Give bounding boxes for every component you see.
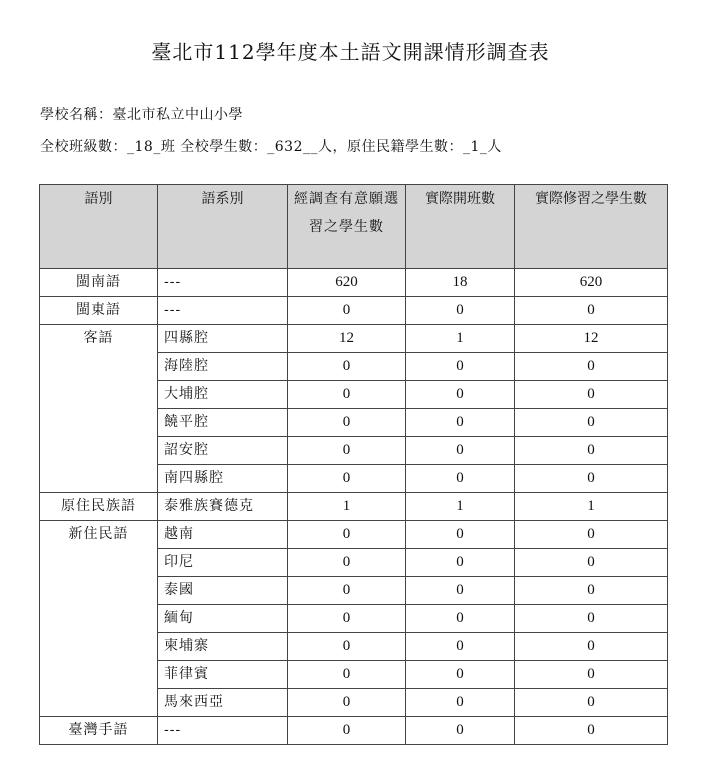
course-survey-table [39, 184, 668, 745]
cell-enrolled: 0 [515, 521, 668, 549]
cell-classes: 1 [406, 325, 515, 353]
table-row [40, 521, 668, 549]
cell-surveyed: 0 [288, 353, 406, 381]
cell-surveyed: 0 [288, 465, 406, 493]
cell-classes: 0 [406, 437, 515, 465]
cell-classes: 0 [406, 353, 515, 381]
cell-classes: 1 [406, 493, 515, 521]
cell-dialect: 海陸腔 [158, 353, 288, 381]
cell-dialect: 大埔腔 [158, 381, 288, 409]
header-language: 語別 [40, 185, 158, 269]
table-row [40, 297, 668, 325]
cell-enrolled: 0 [515, 381, 668, 409]
cell-language: 客語 [40, 325, 158, 493]
cell-classes: 0 [406, 633, 515, 661]
cell-dialect: 詔安腔 [158, 437, 288, 465]
cell-surveyed: 0 [288, 549, 406, 577]
header-enrolled: 實際修習之學生數 [515, 185, 668, 269]
header-surveyed: 經調查有意願選習之學生數 [288, 185, 406, 269]
cell-classes: 0 [406, 605, 515, 633]
cell-surveyed: 0 [288, 437, 406, 465]
school-stats-line: 全校班級數：_18_班 全校學生數：_632__人，原住民籍學生數：_1_人 [40, 139, 502, 155]
cell-surveyed: 0 [288, 409, 406, 437]
cell-enrolled: 0 [515, 633, 668, 661]
header-classes: 實際開班數 [406, 185, 515, 269]
cell-dialect: --- [158, 717, 288, 745]
cell-language: 臺灣手語 [40, 717, 158, 745]
cell-language: 閩東語 [40, 297, 158, 325]
table-row [40, 325, 668, 353]
cell-language: 新住民語 [40, 521, 158, 717]
cell-classes: 18 [406, 269, 515, 297]
cell-enrolled: 0 [515, 577, 668, 605]
cell-classes: 0 [406, 409, 515, 437]
cell-enrolled: 1 [515, 493, 668, 521]
cell-surveyed: 0 [288, 297, 406, 325]
cell-enrolled: 0 [515, 353, 668, 381]
cell-dialect: 泰國 [158, 577, 288, 605]
cell-dialect: 印尼 [158, 549, 288, 577]
cell-enrolled: 620 [515, 269, 668, 297]
cell-classes: 0 [406, 381, 515, 409]
cell-dialect: 南四縣腔 [158, 465, 288, 493]
cell-language: 閩南語 [40, 269, 158, 297]
cell-dialect: 緬甸 [158, 605, 288, 633]
table-row [40, 269, 668, 297]
page-title: 臺北市112學年度本土語文開課情形調查表 [151, 40, 550, 64]
cell-dialect: 馬來西亞 [158, 689, 288, 717]
cell-classes: 0 [406, 297, 515, 325]
cell-dialect: 泰雅族賽德克 [158, 493, 288, 521]
table-header-row [40, 185, 668, 269]
cell-dialect: 越南 [158, 521, 288, 549]
cell-dialect: --- [158, 269, 288, 297]
cell-classes: 0 [406, 521, 515, 549]
cell-surveyed: 0 [288, 717, 406, 745]
cell-enrolled: 0 [515, 465, 668, 493]
cell-enrolled: 0 [515, 661, 668, 689]
cell-enrolled: 0 [515, 437, 668, 465]
table-row [40, 717, 668, 745]
cell-enrolled: 0 [515, 717, 668, 745]
cell-enrolled: 12 [515, 325, 668, 353]
cell-classes: 0 [406, 689, 515, 717]
cell-dialect: 柬埔寨 [158, 633, 288, 661]
cell-enrolled: 0 [515, 297, 668, 325]
cell-surveyed: 12 [288, 325, 406, 353]
cell-language: 原住民族語 [40, 493, 158, 521]
cell-enrolled: 0 [515, 409, 668, 437]
table-row [40, 493, 668, 521]
cell-dialect: 四縣腔 [158, 325, 288, 353]
cell-classes: 0 [406, 717, 515, 745]
header-dialect: 語系別 [158, 185, 288, 269]
cell-dialect: --- [158, 297, 288, 325]
school-name-line: 學校名稱：臺北市私立中山小學 [40, 107, 243, 123]
cell-surveyed: 0 [288, 381, 406, 409]
cell-classes: 0 [406, 577, 515, 605]
cell-enrolled: 0 [515, 689, 668, 717]
cell-surveyed: 0 [288, 633, 406, 661]
cell-surveyed: 0 [288, 577, 406, 605]
cell-surveyed: 0 [288, 521, 406, 549]
cell-surveyed: 0 [288, 605, 406, 633]
cell-surveyed: 0 [288, 661, 406, 689]
cell-classes: 0 [406, 549, 515, 577]
cell-surveyed: 0 [288, 689, 406, 717]
cell-surveyed: 1 [288, 493, 406, 521]
cell-enrolled: 0 [515, 549, 668, 577]
cell-surveyed: 620 [288, 269, 406, 297]
cell-classes: 0 [406, 465, 515, 493]
cell-classes: 0 [406, 661, 515, 689]
cell-dialect: 饒平腔 [158, 409, 288, 437]
cell-dialect: 菲律賓 [158, 661, 288, 689]
cell-enrolled: 0 [515, 605, 668, 633]
